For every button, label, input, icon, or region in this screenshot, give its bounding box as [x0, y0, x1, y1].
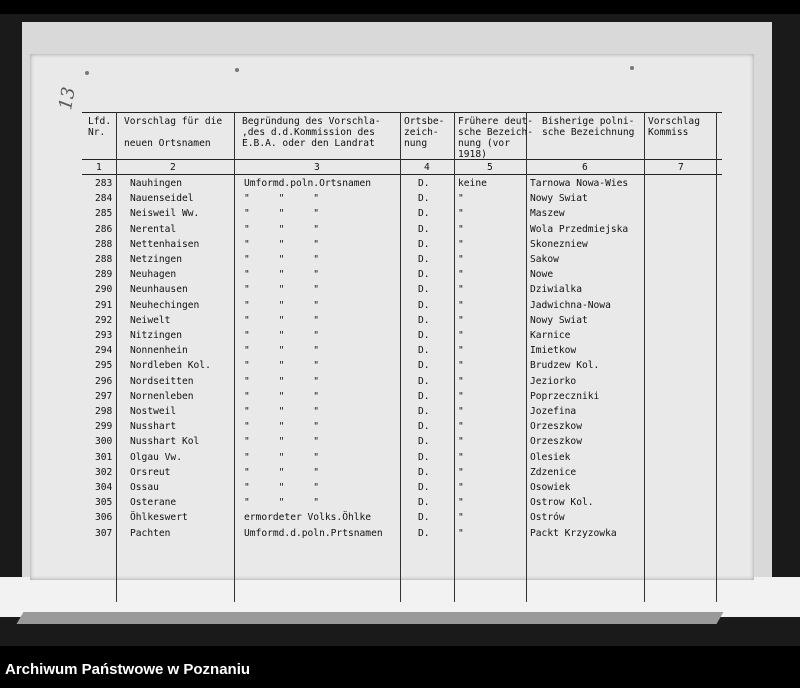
- polish-name-cell: Olesiek: [530, 451, 571, 463]
- photo-frame: [0, 14, 800, 646]
- polish-name-cell: Nowy Swiat: [530, 193, 588, 205]
- table-row: [82, 467, 722, 482]
- former-name-cell: ": [458, 223, 464, 235]
- proposed-name-cell: Nettenhaisen: [130, 238, 200, 250]
- column-number: 1: [96, 162, 102, 173]
- punch-hole: [235, 68, 239, 72]
- column-number: 2: [170, 162, 176, 173]
- table-row: [82, 360, 722, 375]
- table-row: [82, 436, 722, 451]
- table-row: [82, 193, 722, 208]
- row-number-cell: 294: [95, 345, 113, 357]
- former-name-cell: ": [458, 193, 464, 205]
- row-number-cell: 284: [95, 193, 113, 205]
- table-row: [82, 239, 722, 254]
- proposed-name-cell: Nostweil: [130, 406, 177, 417]
- designation-cell: D.: [418, 390, 430, 402]
- table-row: [82, 254, 722, 269]
- proposed-name-cell: Netzingen: [130, 254, 182, 265]
- polish-name-cell: Tarnowa Nowa-Wies: [530, 178, 629, 189]
- polish-name-cell: Ostrow Kol.: [530, 497, 594, 509]
- polish-name-cell: Maszew: [530, 208, 565, 220]
- designation-cell: D.: [418, 314, 430, 326]
- polish-name-cell: Imietkow: [530, 345, 577, 357]
- designation-cell: D.: [418, 466, 430, 478]
- header-kommission: Vorschlag Kommiss: [648, 116, 700, 138]
- designation-cell: D.: [418, 269, 430, 281]
- table-row: [82, 482, 722, 497]
- designation-cell: D.: [418, 178, 430, 189]
- former-name-cell: ": [458, 208, 464, 220]
- justification-cell: Umformd.poln.Ortsnamen: [244, 178, 372, 189]
- row-number-cell: 306: [95, 512, 113, 524]
- justification-cell: ermordeter Volks.Öhlke: [244, 512, 372, 524]
- proposed-name-cell: Neuhechingen: [130, 299, 200, 311]
- table-row: [82, 497, 722, 512]
- justification-cell: " " ": [244, 482, 320, 493]
- row-number-cell: 293: [95, 330, 113, 341]
- row-number-cell: 298: [95, 406, 113, 417]
- row-number-cell: 295: [95, 360, 113, 372]
- polish-name-cell: Jozefina: [530, 406, 577, 417]
- designation-cell: D.: [418, 527, 430, 539]
- designation-cell: D.: [418, 421, 430, 433]
- proposed-name-cell: Nusshart Kol: [130, 436, 200, 448]
- polish-name-cell: Osowiek: [530, 482, 571, 493]
- punch-hole: [85, 71, 89, 75]
- proposed-name-cell: Nornenleben: [130, 390, 194, 402]
- row-number-cell: 307: [95, 527, 113, 539]
- justification-cell: " " ": [244, 269, 320, 281]
- polish-name-cell: Sakow: [530, 254, 559, 265]
- designation-cell: D.: [418, 512, 430, 524]
- row-number-cell: 297: [95, 390, 113, 402]
- polish-name-cell: Jadwichna-Nowa: [530, 299, 611, 311]
- table-row: [82, 406, 722, 421]
- former-name-cell: ": [458, 527, 464, 539]
- row-number-cell: 300: [95, 436, 113, 448]
- row-number-cell: 286: [95, 223, 113, 235]
- former-name-cell: ": [458, 269, 464, 281]
- former-name-cell: ": [458, 497, 464, 509]
- table-top-rule: [82, 112, 722, 113]
- former-name-cell: ": [458, 330, 464, 341]
- table-row: [82, 178, 722, 193]
- justification-cell: " " ": [244, 299, 320, 311]
- polish-name-cell: Packt Krzyzowka: [530, 527, 617, 539]
- proposed-name-cell: Nonnenhein: [130, 345, 188, 357]
- header-lfd-nr: Lfd. Nr.: [88, 116, 112, 138]
- justification-cell: " " ": [244, 497, 320, 509]
- designation-cell: D.: [418, 497, 430, 509]
- proposed-name-cell: Neiwelt: [130, 314, 171, 326]
- justification-cell: " " ": [244, 390, 320, 402]
- justification-cell: " " ": [244, 193, 320, 205]
- proposed-name-cell: Nusshart: [130, 421, 177, 433]
- justification-cell: " " ": [244, 284, 320, 296]
- document-sheet: [30, 54, 754, 580]
- designation-cell: D.: [418, 284, 430, 296]
- designation-cell: D.: [418, 208, 430, 220]
- header-vorschlag: Vorschlag für die neuen Ortsnamen: [124, 116, 223, 149]
- proposed-name-cell: Nitzingen: [130, 330, 182, 341]
- row-number-cell: 288: [95, 254, 113, 265]
- punch-hole: [630, 66, 634, 70]
- former-name-cell: ": [458, 360, 464, 372]
- former-name-cell: ": [458, 284, 464, 296]
- table-row: [82, 208, 722, 223]
- former-name-cell: ": [458, 299, 464, 311]
- header-begruendung: Begründung des Vorschla- ,des d.d.Kommission des E.B.A. oder den Landrat: [242, 116, 381, 149]
- designation-cell: D.: [418, 436, 430, 448]
- row-number-cell: 292: [95, 314, 113, 326]
- proposed-name-cell: Öhlkeswert: [130, 512, 188, 524]
- justification-cell: " " ": [244, 421, 320, 433]
- proposed-name-cell: Nordleben Kol.: [130, 360, 211, 372]
- polish-name-cell: Skonezniew: [530, 238, 588, 250]
- justification-cell: " " ": [244, 375, 320, 387]
- column-number: 3: [314, 162, 320, 173]
- former-name-cell: keine: [458, 178, 487, 189]
- row-number-cell: 291: [95, 299, 113, 311]
- proposed-name-cell: Osterane: [130, 497, 177, 509]
- justification-cell: " " ": [244, 314, 320, 326]
- table-row: [82, 452, 722, 467]
- designation-cell: D.: [418, 223, 430, 235]
- justification-cell: " " ": [244, 223, 320, 235]
- justification-cell: " " ": [244, 208, 320, 220]
- row-number-cell: 299: [95, 421, 113, 433]
- designation-cell: D.: [418, 238, 430, 250]
- bottom-shadow: [17, 612, 724, 624]
- former-name-cell: ": [458, 345, 464, 357]
- proposed-name-cell: Nauenseidel: [130, 193, 194, 205]
- row-number-cell: 288: [95, 238, 113, 250]
- former-name-cell: ": [458, 482, 464, 493]
- former-name-cell: ": [458, 390, 464, 402]
- justification-cell: " " ": [244, 436, 320, 448]
- proposed-name-cell: Nauhingen: [130, 178, 182, 189]
- former-name-cell: ": [458, 375, 464, 387]
- justification-cell: " " ": [244, 238, 320, 250]
- archive-caption: Archiwum Państwowe w Poznaniu: [5, 661, 251, 678]
- justification-cell: " " ": [244, 360, 320, 372]
- designation-cell: D.: [418, 451, 430, 463]
- polish-name-cell: Nowy Swiat: [530, 314, 588, 326]
- justification-cell: " " ": [244, 330, 320, 341]
- row-number-cell: 302: [95, 466, 113, 478]
- row-number-cell: 289: [95, 269, 113, 281]
- proposed-name-cell: Neuhagen: [130, 269, 177, 281]
- polish-name-cell: Orzeszkow: [530, 436, 582, 448]
- former-name-cell: ": [458, 314, 464, 326]
- former-name-cell: ": [458, 466, 464, 478]
- polish-name-cell: Poprzeczniki: [530, 390, 600, 402]
- proposed-name-cell: Orsreut: [130, 466, 171, 478]
- row-number-cell: 301: [95, 451, 113, 463]
- column-number: 5: [487, 162, 493, 173]
- polish-name-cell: Nowe: [530, 269, 554, 281]
- justification-cell: " " ": [244, 345, 320, 357]
- designation-cell: D.: [418, 193, 430, 205]
- proposed-name-cell: Olgau Vw.: [130, 451, 182, 463]
- column-number-rule: [82, 174, 722, 175]
- designation-cell: D.: [418, 360, 430, 372]
- designation-cell: D.: [418, 330, 430, 341]
- row-number-cell: 283: [95, 178, 113, 189]
- polish-name-cell: Brudzew Kol.: [530, 360, 600, 372]
- polish-name-cell: Wola Przedmiejska: [530, 223, 629, 235]
- table-row: [82, 345, 722, 360]
- polish-name-cell: Jeziorko: [530, 375, 577, 387]
- designation-cell: D.: [418, 375, 430, 387]
- row-number-cell: 290: [95, 284, 113, 296]
- table-row: [82, 300, 722, 315]
- former-name-cell: ": [458, 254, 464, 265]
- table-row: [82, 528, 722, 543]
- justification-cell: " " ": [244, 451, 320, 463]
- row-number-cell: 304: [95, 482, 113, 493]
- header-polnische-bezeichnung: Bisherige polni- sche Bezeichnung: [542, 116, 635, 138]
- polish-name-cell: Zdzenice: [530, 466, 577, 478]
- designation-cell: D.: [418, 406, 430, 417]
- justification-cell: Umformd.d.poln.Prtsnamen: [244, 527, 383, 539]
- table-row: [82, 330, 722, 345]
- polish-name-cell: Karnice: [530, 330, 571, 341]
- folio-number: 13: [55, 85, 80, 112]
- polish-name-cell: Dziwialka: [530, 284, 582, 296]
- header-rule: [82, 159, 722, 160]
- table-row: [82, 224, 722, 239]
- justification-cell: " " ": [244, 254, 320, 265]
- justification-cell: " " ": [244, 406, 320, 417]
- table-row: [82, 376, 722, 391]
- justification-cell: " " ": [244, 466, 320, 478]
- header-fruehere-bezeichnung: Frühere deut- sche Bezeich- nung (vor 1918): [458, 116, 534, 160]
- column-number: 7: [678, 162, 684, 173]
- polish-name-cell: Orzeszkow: [530, 421, 582, 433]
- table-row: [82, 421, 722, 436]
- designation-cell: D.: [418, 482, 430, 493]
- table-row: [82, 512, 722, 527]
- column-number: 4: [424, 162, 430, 173]
- proposed-name-cell: Neunhausen: [130, 284, 188, 296]
- designation-cell: D.: [418, 254, 430, 265]
- proposed-name-cell: Pachten: [130, 527, 171, 539]
- former-name-cell: ": [458, 451, 464, 463]
- table-row: [82, 269, 722, 284]
- header-ortsbezeichnung: Ortsbe- zeich- nung: [404, 116, 445, 149]
- table-row: [82, 315, 722, 330]
- row-number-cell: 296: [95, 375, 113, 387]
- proposed-name-cell: Nordseitten: [130, 375, 194, 387]
- row-number-cell: 305: [95, 497, 113, 509]
- proposed-name-cell: Neisweil Ww.: [130, 208, 200, 220]
- table-row: [82, 284, 722, 299]
- former-name-cell: ": [458, 421, 464, 433]
- proposed-name-cell: Ossau: [130, 482, 159, 493]
- former-name-cell: ": [458, 238, 464, 250]
- proposed-name-cell: Nerental: [130, 223, 177, 235]
- designation-cell: D.: [418, 299, 430, 311]
- polish-name-cell: Ostrów: [530, 512, 565, 524]
- former-name-cell: ": [458, 406, 464, 417]
- former-name-cell: ": [458, 436, 464, 448]
- designation-cell: D.: [418, 345, 430, 357]
- table-row: [82, 391, 722, 406]
- former-name-cell: ": [458, 512, 464, 524]
- column-number: 6: [582, 162, 588, 173]
- row-number-cell: 285: [95, 208, 113, 220]
